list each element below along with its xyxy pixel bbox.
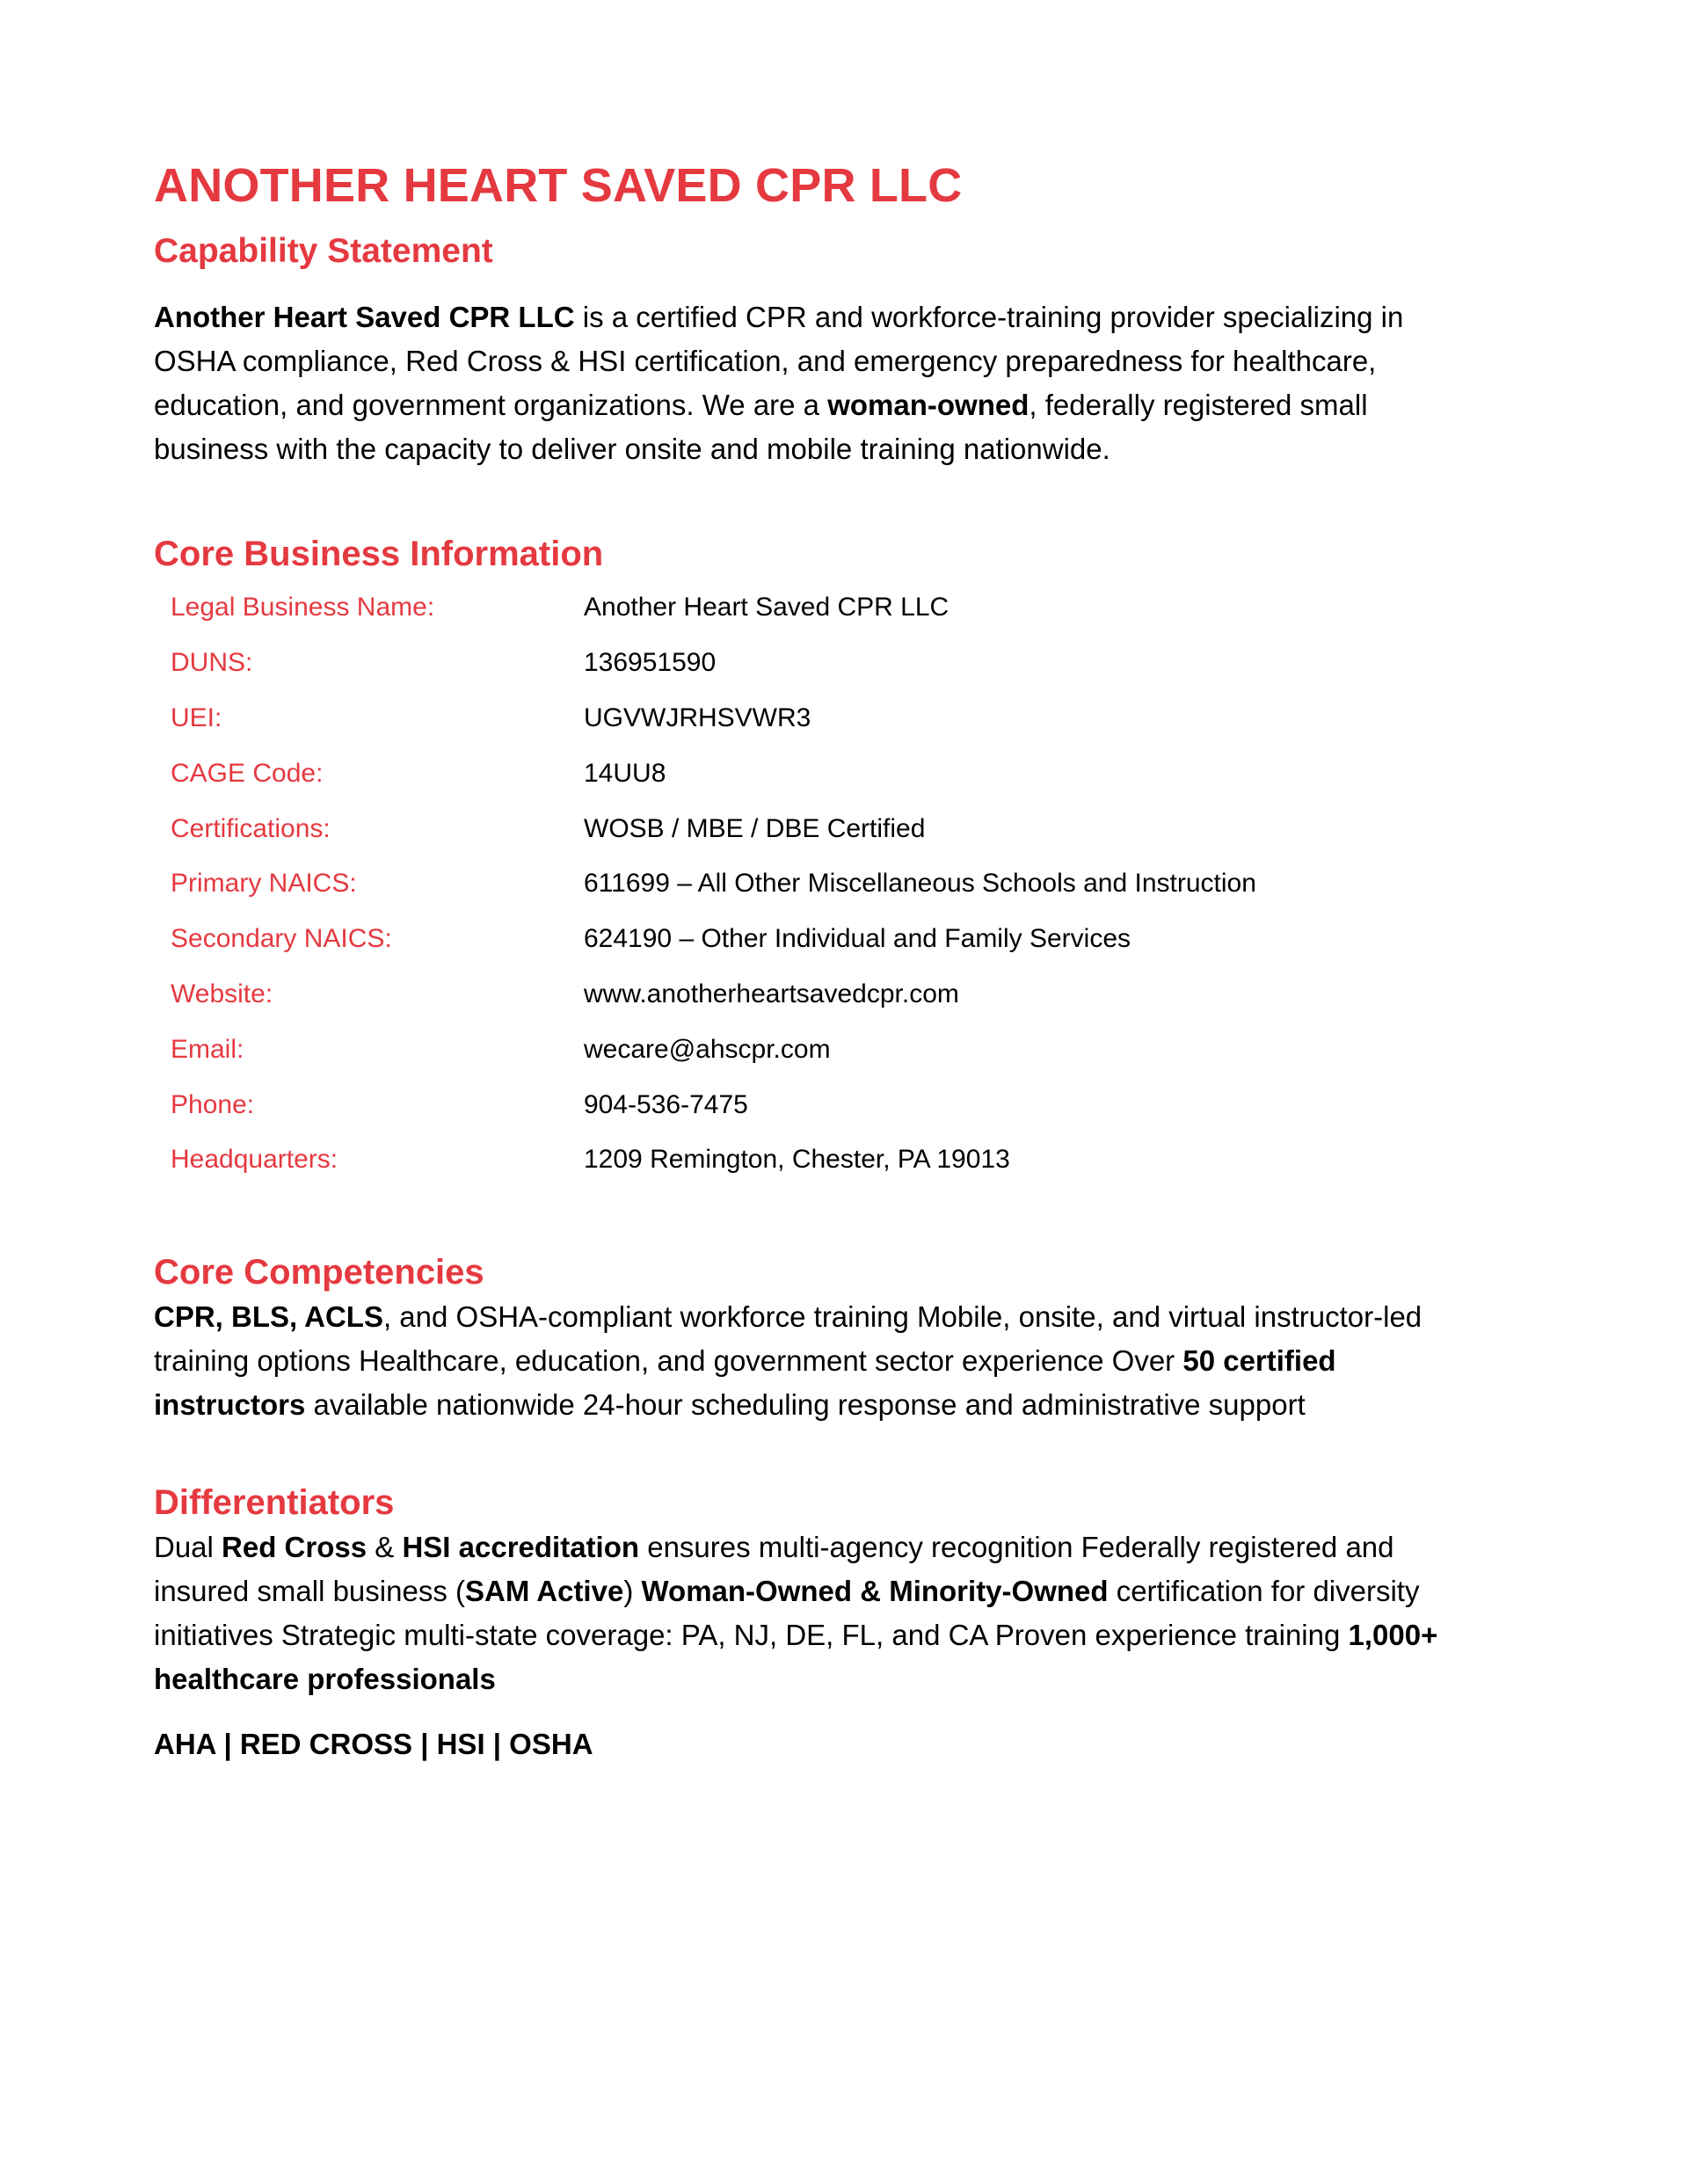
competencies-heading: Core Competencies xyxy=(154,1252,484,1292)
differentiators-text: certification for diversity xyxy=(1108,1574,1420,1607)
info-value: 624190 – Other Individual and Family Services xyxy=(584,924,1131,954)
core-info-table xyxy=(171,580,1525,1188)
info-row-website xyxy=(171,967,1525,1023)
competencies-bold: CPR, BLS, ACLS xyxy=(154,1299,383,1333)
document-subtitle: Capability Statement xyxy=(154,232,493,270)
info-row-uei xyxy=(171,691,1525,746)
info-label: UEI: xyxy=(171,703,222,732)
intro-company-name: Another Heart Saved CPR LLC xyxy=(154,301,575,333)
differentiators-text: & xyxy=(367,1530,403,1563)
info-row-phone xyxy=(171,1077,1525,1132)
differentiators-bold: Woman-Owned & Minority-Owned xyxy=(641,1574,1109,1607)
core-info-heading: Core Business Information xyxy=(154,535,604,573)
competencies-text: , and OSHA-compliant workforce training Mobile, onsite, and virtual instructor-led xyxy=(382,1299,1422,1333)
info-value: UGVWJRHSVWR3 xyxy=(584,703,811,732)
differentiators-text: initiatives Strategic multi-state coverage: PA, NJ, DE, FL, and CA Proven experience training xyxy=(154,1618,1349,1651)
info-row-legal-name xyxy=(171,580,1525,636)
intro-text: is a certified CPR and workforce-training provider specializing in xyxy=(574,301,1404,333)
info-value: 904-536-7475 xyxy=(584,1089,748,1119)
info-row-secondary-naics xyxy=(171,912,1525,967)
differentiators-heading: Differentiators xyxy=(154,1482,395,1522)
intro-text: OSHA compliance, Red Cross & HSI certification, and emergency preparedness for healthcare, xyxy=(154,345,1377,377)
competencies-paragraph xyxy=(154,1295,1525,1427)
info-value: Another Heart Saved CPR LLC xyxy=(584,593,950,622)
email-link[interactable]: wecare@ahscpr.com xyxy=(584,1034,831,1064)
competencies-bold: 50 certified xyxy=(1182,1343,1336,1377)
info-value: 611699 – All Other Miscellaneous Schools and Instruction xyxy=(584,869,1256,899)
intro-paragraph xyxy=(154,295,1525,471)
info-row-headquarters xyxy=(171,1132,1525,1188)
info-value: 14UU8 xyxy=(584,758,666,788)
info-row-email xyxy=(171,1022,1525,1077)
competencies-text: training options Healthcare, education, and government sector experience Over xyxy=(154,1343,1183,1377)
differentiators-text: insured small business ( xyxy=(154,1574,465,1607)
info-value: 1209 Remington, Chester, PA 19013 xyxy=(584,1145,1010,1175)
differentiators-bold: healthcare professionals xyxy=(154,1662,496,1695)
accreditations-line: AHA | RED CROSS | HSI | OSHA xyxy=(154,1727,593,1760)
info-label: Legal Business Name: xyxy=(171,593,435,622)
info-value: 136951590 xyxy=(584,648,717,678)
info-label: CAGE Code: xyxy=(171,758,324,788)
intro-text: , federally registered small xyxy=(1029,389,1368,421)
intro-text: business with the capacity to deliver onsite and mobile training nationwide. xyxy=(154,433,1110,465)
differentiators-text: ensures multi-agency recognition Federally registered and xyxy=(639,1530,1394,1563)
intro-woman-owned: woman-owned xyxy=(827,389,1030,421)
info-label: Secondary NAICS: xyxy=(171,924,392,954)
info-label: Primary NAICS: xyxy=(171,869,357,899)
info-label: Website: xyxy=(171,979,273,1008)
company-title: ANOTHER HEART SAVED CPR LLC xyxy=(154,159,963,212)
info-label: Phone: xyxy=(171,1089,255,1119)
info-label: DUNS: xyxy=(171,648,253,678)
info-row-cage-code xyxy=(171,746,1525,801)
differentiators-bold: 1,000+ xyxy=(1348,1618,1438,1651)
info-row-primary-naics xyxy=(171,856,1525,912)
differentiators-bold: HSI accreditation xyxy=(402,1530,640,1563)
differentiators-bold: Red Cross xyxy=(222,1530,367,1563)
info-label: Email: xyxy=(171,1034,244,1064)
info-value: WOSB / MBE / DBE Certified xyxy=(584,813,926,843)
website-link[interactable]: www.anotherheartsavedcpr.com xyxy=(584,979,959,1008)
differentiators-text: Dual xyxy=(154,1530,222,1563)
document-page xyxy=(154,157,1525,1766)
info-row-certifications xyxy=(171,801,1525,856)
competencies-bold: instructors xyxy=(154,1387,306,1421)
intro-text: education, and government organizations. We are a xyxy=(154,389,828,421)
info-label: Headquarters: xyxy=(171,1145,338,1175)
differentiators-bold: SAM Active xyxy=(464,1574,624,1607)
competencies-text: available nationwide 24-hour scheduling response and administrative support xyxy=(305,1387,1306,1421)
differentiators-paragraph xyxy=(154,1525,1525,1701)
info-label: Certifications: xyxy=(171,813,331,843)
differentiators-text: ) xyxy=(623,1574,642,1607)
info-row-duns xyxy=(171,636,1525,691)
